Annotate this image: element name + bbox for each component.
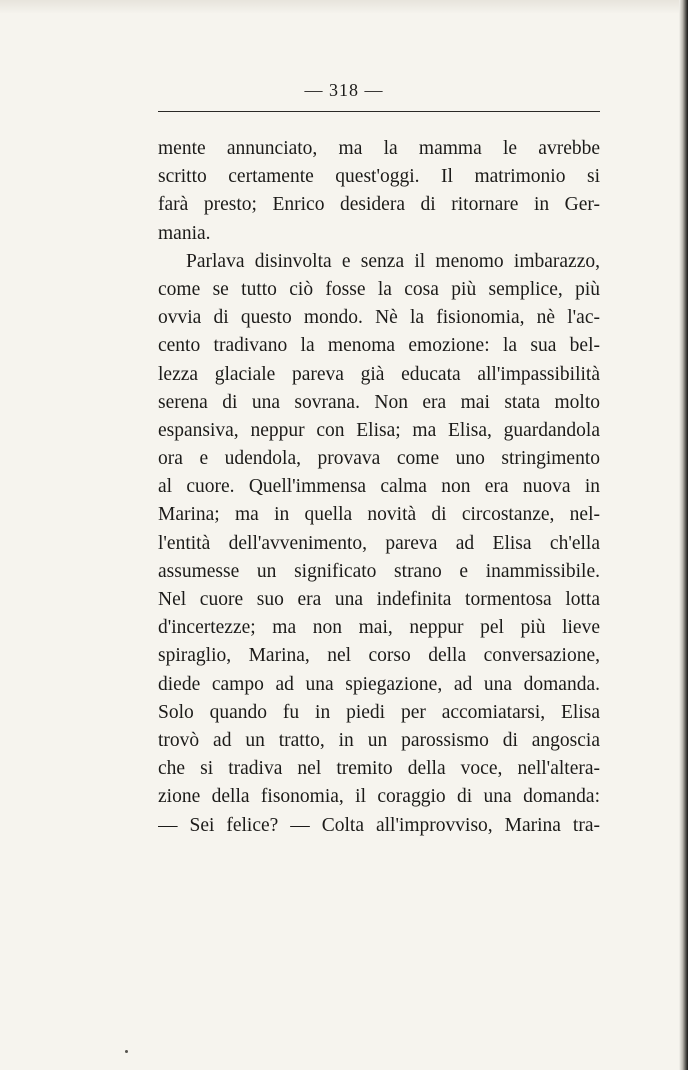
text-line: farà presto; Enrico desidera di ritornare in Ger- bbox=[158, 194, 600, 216]
text-line: come se tutto ciò fosse la cosa più semplice, più bbox=[158, 278, 600, 300]
text-line: spiraglio, Marina, nel corso della conversazione, bbox=[158, 645, 600, 667]
text-line: serena di una sovrana. Non era mai stata molto bbox=[158, 391, 600, 413]
text-line: scritto certamente quest'oggi. Il matrimonio si bbox=[158, 166, 600, 188]
text-line: ovvia di questo mondo. Nè la fisionomia, nè l'ac- bbox=[158, 307, 600, 329]
text-line: zione della fisonomia, il coraggio di una domanda: bbox=[158, 786, 600, 808]
header-rule bbox=[158, 111, 600, 112]
text-line: Solo quando fu in piedi per accomiatarsi, Elisa bbox=[158, 701, 600, 723]
text-line: Parlava disinvolta e senza il menomo imbarazzo, bbox=[186, 250, 600, 272]
text-line: lezza glaciale pareva già educata all'impassibilità bbox=[158, 363, 600, 385]
text-line: diede campo ad una spiegazione, ad una domanda. bbox=[158, 673, 600, 695]
body-text bbox=[158, 135, 600, 840]
text-line: l'entità dell'avvenimento, pareva ad Elisa ch'ella bbox=[158, 532, 600, 554]
page-number: — 318 — bbox=[304, 80, 384, 100]
paper-speck bbox=[125, 1050, 128, 1053]
text-line: che si tradiva nel tremito della voce, nell'altera- bbox=[158, 758, 600, 780]
text-line: d'incertezze; ma non mai, neppur pel più lieve bbox=[158, 617, 600, 639]
text-line: — Sei felice? — Colta all'improvviso, Marina tra- bbox=[158, 814, 600, 836]
text-line: Nel cuore suo era una indefinita tormentosa lotta bbox=[158, 589, 600, 610]
text-line: cento tradivano la menoma emozione: la sua bel- bbox=[158, 335, 600, 357]
text-line: mente annunciato, ma la mamma le avrebbe bbox=[158, 138, 600, 159]
page-top-shadow bbox=[0, 0, 688, 14]
text-line: trovò ad un tratto, in un parossismo di angoscia bbox=[158, 729, 600, 751]
text-line: mania. bbox=[158, 222, 211, 244]
text-line: Marina; ma in quella novità di circostanze, nel- bbox=[158, 504, 600, 526]
text-line: al cuore. Quell'immensa calma non era nuova in bbox=[158, 476, 600, 498]
text-line: ora e udendola, provava come uno stringimento bbox=[158, 448, 600, 470]
text-line: espansiva, neppur con Elisa; ma Elisa, guardandola bbox=[158, 419, 600, 441]
page-edge-shadow bbox=[679, 0, 688, 1070]
text-line: assumesse un significato strano e inammissibile. bbox=[158, 560, 600, 582]
